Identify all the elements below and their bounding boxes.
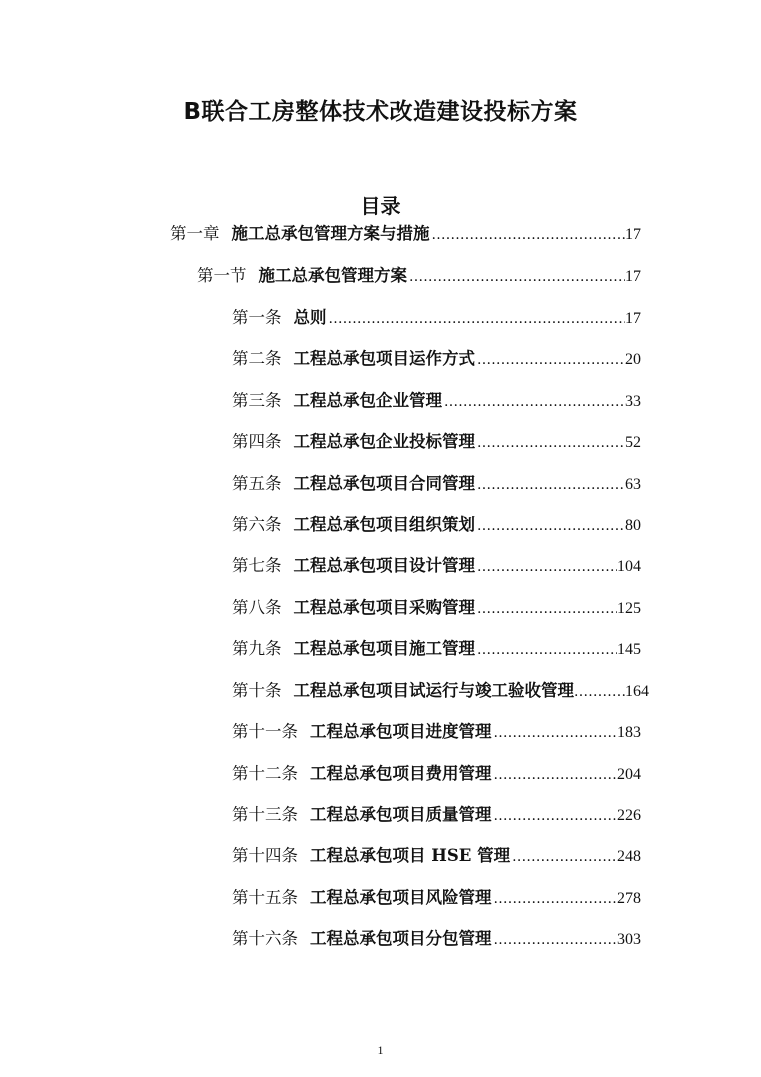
toc-entry-article-5[interactable] (232, 470, 641, 496)
dot-leader (475, 642, 617, 658)
toc-entry-page: 63 (625, 476, 641, 493)
toc-entry-page: 33 (625, 393, 641, 410)
toc-entry-label: 第一节 (197, 266, 247, 285)
toc-entry-article-12[interactable] (232, 760, 641, 786)
dot-leader (475, 559, 617, 575)
toc-entry-label: 第八条 (232, 598, 282, 617)
dot-leader (407, 269, 625, 285)
dot-leader (475, 518, 625, 534)
document-title: B联合工房整体技术改造建设投标方案 (183, 99, 578, 125)
toc-entry-label: 第十三条 (232, 805, 298, 824)
dot-leader (510, 849, 617, 865)
toc-entry-page: 17 (625, 226, 641, 243)
toc-entry-text: 工程总承包项目施工管理 (293, 639, 475, 658)
toc-entry-page: 183 (617, 724, 641, 741)
toc-entry-article-10[interactable] (232, 677, 649, 703)
toc-entry-text: 工程总承包项目质量管理 (310, 805, 492, 824)
toc-entry-label: 第十五条 (232, 888, 298, 907)
dot-leader (492, 932, 618, 948)
toc-entry-text: 工程总承包项目费用管理 (310, 764, 492, 783)
toc-entry-article-16[interactable] (232, 925, 641, 951)
toc-entry-page: 226 (617, 807, 641, 824)
page-number: 1 (377, 1043, 384, 1057)
toc-entry-text: 工程总承包项目试运行与竣工验收管理 (293, 681, 574, 700)
toc-entry-text: 工程总承包项目进度管理 (310, 722, 492, 741)
toc-entry-article-3[interactable] (232, 387, 641, 413)
toc-entry-article-8[interactable] (232, 594, 641, 620)
toc-entry-text: 工程总承包项目采购管理 (293, 598, 475, 617)
toc-entry-article-9[interactable] (232, 635, 641, 661)
toc-entry-page: 278 (617, 890, 641, 907)
toc-entry-label: 第二条 (232, 349, 282, 368)
toc-entry-text: 工程总承包项目运作方式 (293, 349, 475, 368)
toc-entry-label: 第十四条 (232, 846, 298, 865)
toc-entry-section-1[interactable] (197, 262, 641, 288)
toc-entry-label: 第十条 (232, 681, 282, 700)
toc-entry-article-13[interactable] (232, 801, 641, 827)
toc-entry-page: 17 (625, 268, 641, 285)
toc-entry-text: 工程总承包企业管理 (293, 391, 442, 410)
toc-entry-label: 第一条 (232, 308, 282, 327)
toc-entry-page: 52 (625, 434, 641, 451)
toc-entry-text: 工程总承包项目分包管理 (310, 929, 492, 948)
toc-entry-label: 第三条 (232, 391, 282, 410)
toc-entry-page: 80 (625, 517, 641, 534)
toc-entry-page: 145 (617, 641, 641, 658)
toc-entry-text: 工程总承包项目设计管理 (293, 556, 475, 575)
toc-entry-label: 第十六条 (232, 929, 298, 948)
toc-entry-page: 248 (617, 848, 641, 865)
toc-entry-label: 第五条 (232, 474, 282, 493)
toc-entry-page: 17 (625, 310, 641, 327)
toc-entry-article-7[interactable] (232, 552, 641, 578)
toc-entry-chapter-1[interactable] (170, 220, 641, 246)
dot-leader (492, 891, 618, 907)
dot-leader (492, 767, 618, 783)
toc-entry-label: 第七条 (232, 556, 282, 575)
dot-leader (442, 394, 625, 410)
dot-leader (475, 352, 625, 368)
dot-leader (475, 435, 625, 451)
toc-entry-page: 204 (617, 766, 641, 783)
toc-entry-text: 工程总承包企业投标管理 (293, 432, 475, 451)
toc-entry-label: 第六条 (232, 515, 282, 534)
toc-entry-page: 104 (617, 558, 641, 575)
dot-leader (492, 725, 618, 741)
toc-entry-text: 施工总承包管理方案与措施 (231, 224, 430, 243)
toc-entry-article-14[interactable] (232, 842, 641, 868)
toc-entry-page: 164 (625, 683, 649, 700)
toc-entry-article-11[interactable] (232, 718, 641, 744)
toc-entry-text: 施工总承包管理方案 (258, 266, 407, 285)
toc-entry-article-6[interactable] (232, 511, 641, 537)
toc-entry-page: 20 (625, 351, 641, 368)
dot-leader (475, 477, 625, 493)
toc-entry-label: 第十二条 (232, 764, 298, 783)
toc-entry-article-15[interactable] (232, 884, 641, 910)
toc-entry-text: 工程总承包项目组织策划 (293, 515, 475, 534)
toc-entry-label: 第十一条 (232, 722, 298, 741)
dot-leader (327, 311, 626, 327)
toc-entry-page: 125 (617, 600, 641, 617)
dot-leader (430, 227, 626, 243)
dot-leader (574, 684, 625, 700)
toc-heading: 目录 (360, 194, 401, 218)
toc-entry-article-2[interactable] (232, 345, 641, 371)
toc-entry-label: 第九条 (232, 639, 282, 658)
toc-entry-text: 工程总承包项目 HSE 管理 (310, 846, 511, 865)
dot-leader (492, 808, 618, 824)
toc-entry-page: 303 (617, 931, 641, 948)
toc-entry-article-4[interactable] (232, 428, 641, 454)
toc-entry-label: 第四条 (232, 432, 282, 451)
toc-entry-text: 总则 (293, 308, 327, 327)
toc-entry-text: 工程总承包项目合同管理 (293, 474, 475, 493)
toc-entry-text: 工程总承包项目风险管理 (310, 888, 492, 907)
toc-entry-label: 第一章 (170, 224, 220, 243)
dot-leader (475, 601, 617, 617)
toc-entry-article-1[interactable] (232, 304, 641, 330)
